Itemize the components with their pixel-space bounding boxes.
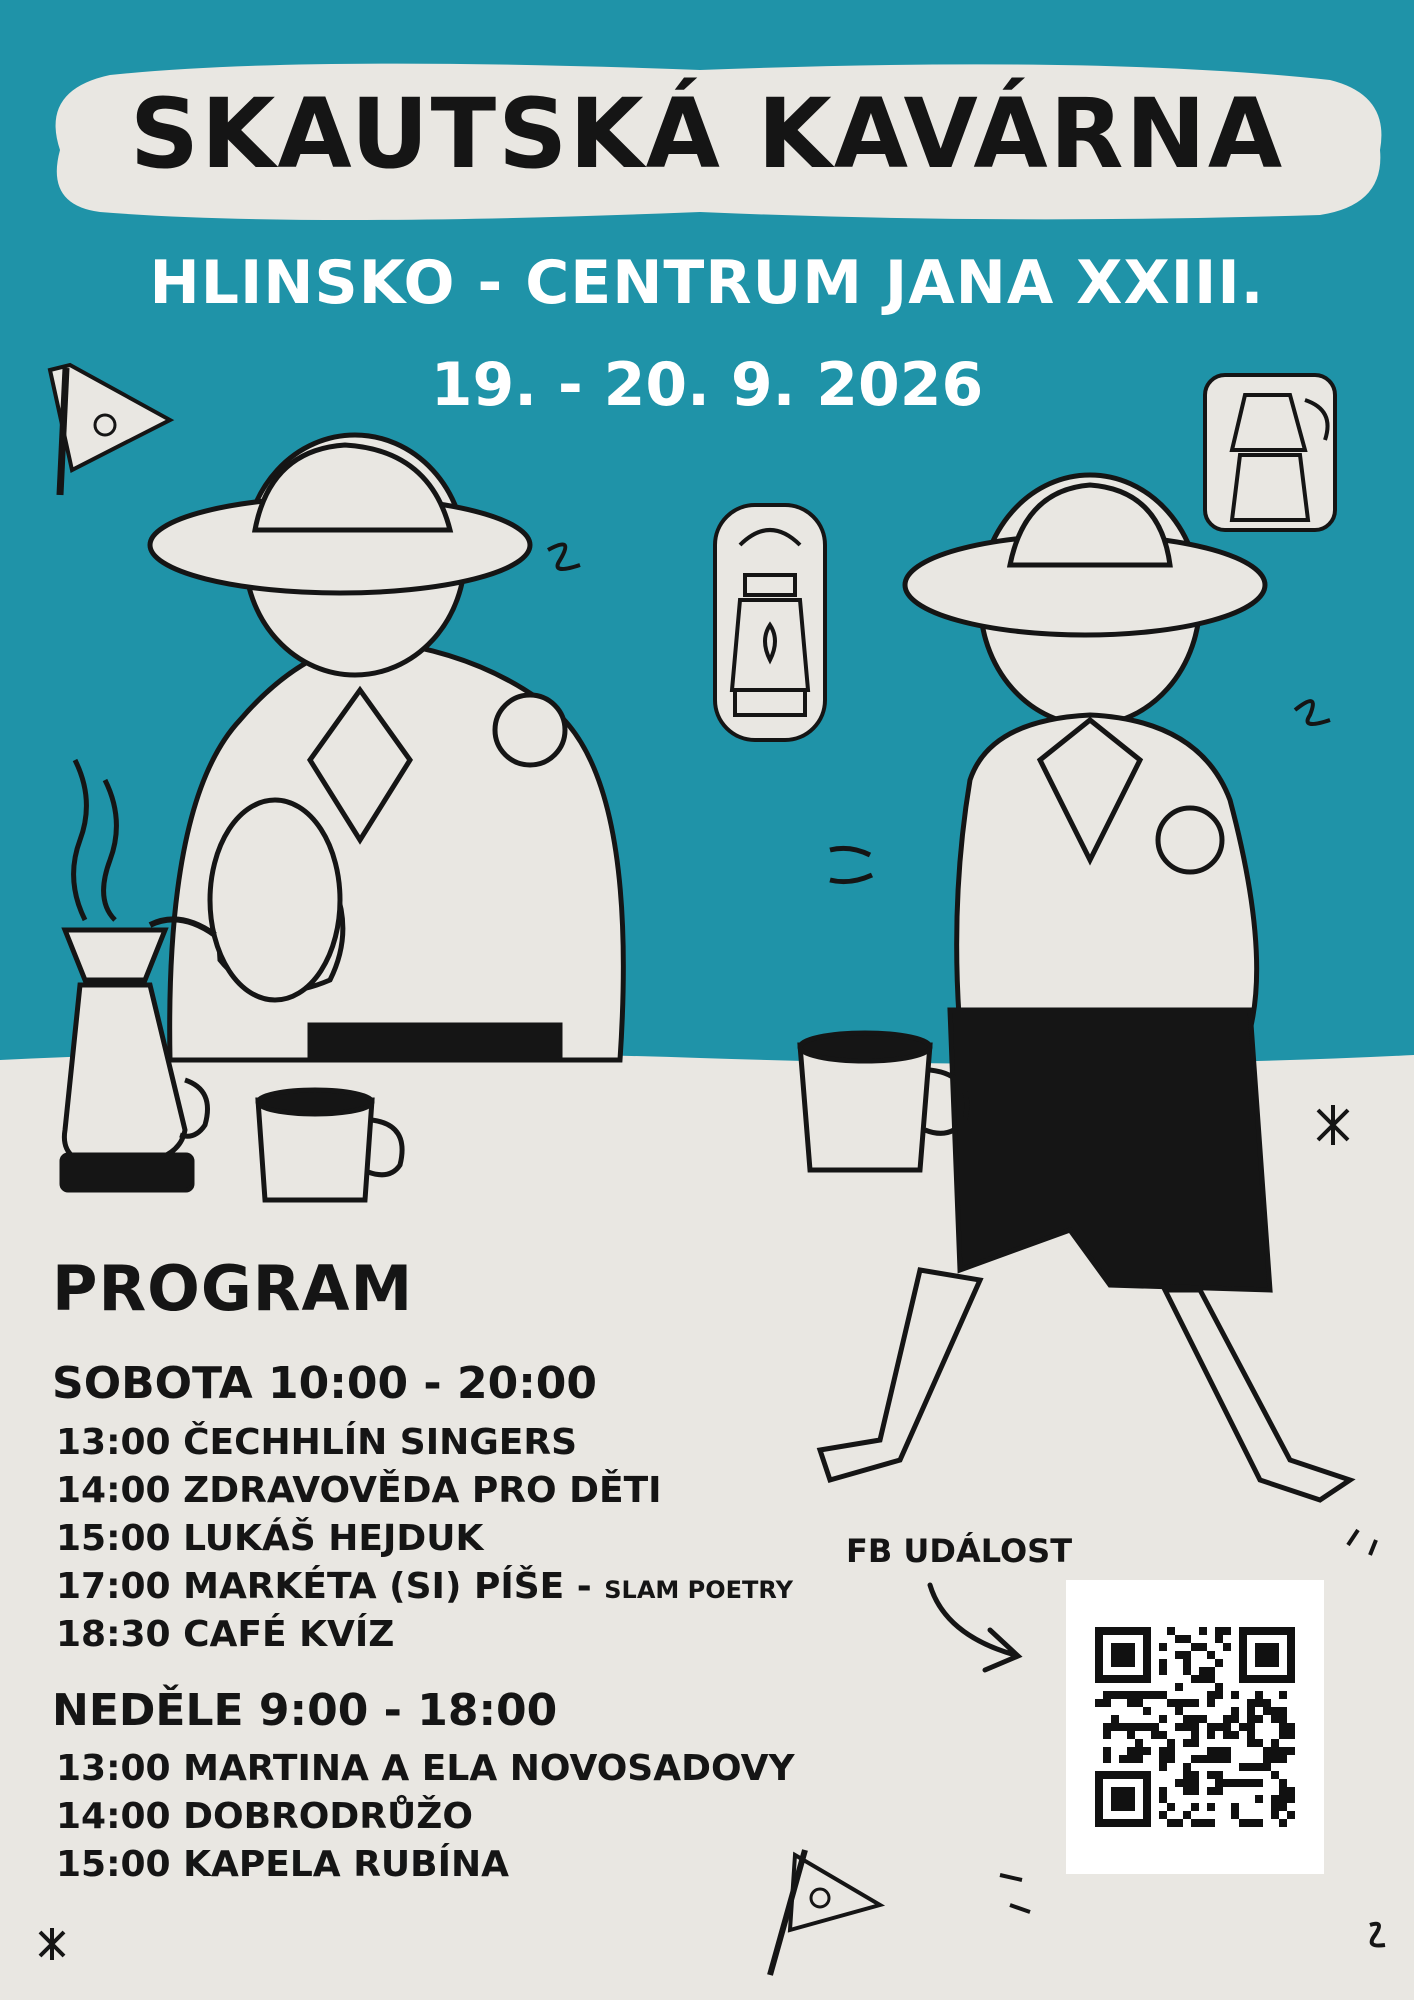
- venue-subtitle: HLINSKO - CENTRUM JANA XXIII.: [149, 248, 1265, 318]
- program-item-text: 17:00 MARKÉTA (SI) PÍŠE -: [56, 1566, 592, 1607]
- program-item: 15:00 KAPELA RUBÍNA: [56, 1844, 509, 1885]
- page-title: SKAUTSKÁ KAVÁRNA: [129, 78, 1285, 190]
- program-item: 13:00 MARTINA A ELA NOVOSADOVY: [56, 1748, 795, 1789]
- day-heading-sunday: NEDĚLE 9:00 - 18:00: [52, 1685, 558, 1736]
- qr-code-graphic: [1066, 1580, 1324, 1874]
- program-item: 14:00 DOBRODRŮŽO: [56, 1796, 473, 1837]
- program-item: 15:00 LUKÁŠ HEJDUK: [56, 1518, 484, 1559]
- lantern-icon: [715, 505, 825, 740]
- program-item-note: SLAM POETRY: [604, 1576, 793, 1604]
- program-item: 13:00 ČECHHLÍN SINGERS: [56, 1422, 578, 1463]
- day-heading-saturday: SOBOTA 10:00 - 20:00: [52, 1358, 598, 1409]
- event-dates: 19. - 20. 9. 2026: [430, 350, 984, 420]
- qr-code-icon[interactable]: [1066, 1580, 1324, 1874]
- left-scout-illustration: [150, 435, 623, 1060]
- fb-event-label: FB UDÁLOST: [846, 1532, 1073, 1570]
- program-item: 18:30 CAFÉ KVÍZ: [56, 1614, 395, 1655]
- program-heading: PROGRAM: [52, 1252, 414, 1325]
- program-item: 14:00 ZDRAVOVĚDA PRO DĚTI: [56, 1470, 662, 1511]
- program-item: [56, 1566, 793, 1607]
